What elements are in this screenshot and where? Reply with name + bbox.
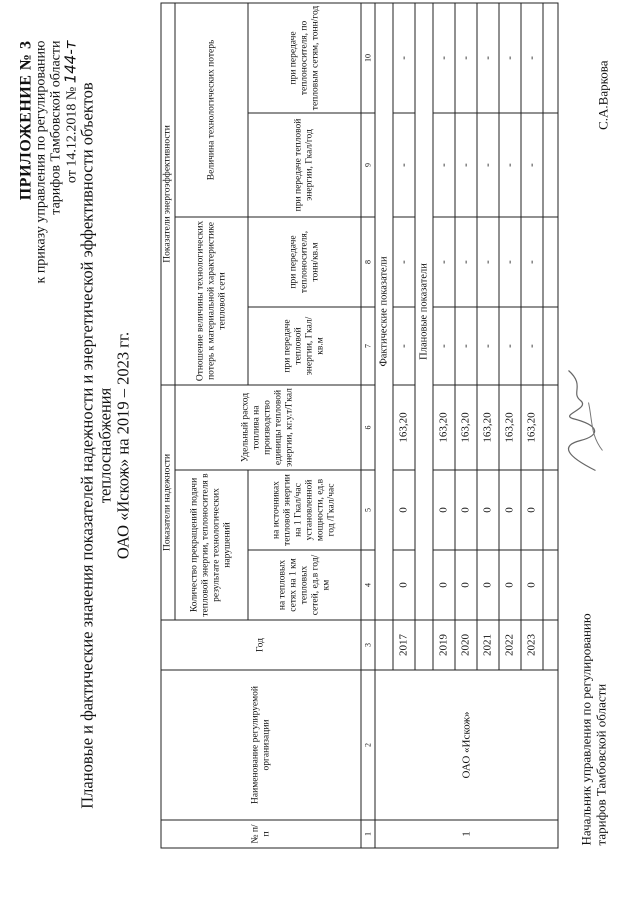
header-org-name: Наименование регулируемой организации	[161, 670, 361, 820]
value-cell: 0	[433, 470, 455, 550]
value-cell: 0	[499, 470, 521, 550]
header-losses: Величина технологических потерь	[175, 2, 248, 216]
col-index: 1	[361, 820, 375, 848]
header-num: № п/п	[161, 820, 361, 848]
signer-position-line: тарифов Тамбовской области	[593, 683, 608, 845]
value-cell: -	[499, 216, 521, 306]
col-index: 9	[361, 112, 375, 216]
value-cell: 163,20	[393, 384, 415, 469]
value-cell: -	[455, 112, 477, 216]
col-index: 8	[361, 216, 375, 306]
col-index: 10	[361, 2, 375, 112]
title-line: Плановые и фактические значения показателей надежности и энергетической эффективности объектов теплоснабжения	[77, 81, 114, 809]
year-cell: 2021	[477, 620, 499, 670]
header-year: Год	[161, 620, 361, 670]
title-line: ОАО «Искож» на 2019 – 2023 гг.	[113, 331, 132, 559]
header-efficiency: Показатели энергоэффективности	[161, 2, 175, 384]
signer-position	[578, 613, 608, 845]
header-ratio: Отношение величины технологических потерь к материальной характеристике тепловой сети	[175, 216, 248, 384]
value-cell: 163,20	[477, 384, 499, 469]
value-cell: -	[455, 2, 477, 112]
org-name-cell: ОАО «Искож»	[375, 670, 558, 820]
document-title	[78, 45, 132, 845]
value-cell: -	[499, 112, 521, 216]
appendix-line: тарифов Тамбовской области	[48, 40, 63, 215]
value-cell: -	[521, 112, 543, 216]
signature-mark	[550, 360, 610, 480]
value-cell: 163,20	[433, 384, 455, 469]
value-cell: 163,20	[499, 384, 521, 469]
value-cell: -	[477, 306, 499, 384]
header-ratio-heat: при передаче тепловой энергии, Гкал/кв.м	[248, 306, 361, 384]
value-cell: -	[499, 2, 521, 112]
value-cell: 0	[455, 550, 477, 620]
appendix-line: к приказу управления по регулированию	[33, 40, 48, 283]
planned-label: Плановые показатели	[415, 2, 433, 619]
value-cell: -	[433, 216, 455, 306]
value-cell: -	[521, 306, 543, 384]
value-cell: 163,20	[455, 384, 477, 469]
value-cell: -	[393, 216, 415, 306]
col-index: 2	[361, 670, 375, 820]
value-cell: 0	[455, 470, 477, 550]
value-cell: -	[455, 216, 477, 306]
value-cell: 0	[393, 470, 415, 550]
value-cell: 163,20	[521, 384, 543, 469]
value-cell: 0	[393, 550, 415, 620]
header-at-sources: на источниках тепловой энергии на 1 Гкал/час установленной мощности, ед.в год /Гкал/час	[248, 470, 361, 550]
value-cell: 0	[521, 470, 543, 550]
year-cell: 2022	[499, 620, 521, 670]
actual-label: Фактические показатели	[375, 2, 393, 619]
year-cell: 2017	[393, 620, 415, 670]
value-cell: 0	[433, 550, 455, 620]
order-date: от 14.12.2018 №	[64, 86, 79, 183]
signer-name: С.А.Варкова	[595, 60, 610, 130]
value-cell: 0	[499, 550, 521, 620]
value-cell: -	[433, 306, 455, 384]
year-cell: 2023	[521, 620, 543, 670]
value-cell: 0	[477, 470, 499, 550]
value-cell: -	[521, 2, 543, 112]
col-index: 7	[361, 306, 375, 384]
value-cell: -	[433, 112, 455, 216]
appendix-header	[18, 40, 79, 283]
year-cell: 2020	[455, 620, 477, 670]
col-index: 4	[361, 550, 375, 620]
header-ratio-carrier: при передаче теплоносителя, тонн/кв.м	[248, 216, 361, 306]
col-index: 6	[361, 384, 375, 469]
value-cell: -	[499, 306, 521, 384]
row-number: 1	[375, 820, 558, 848]
value-cell: -	[477, 216, 499, 306]
col-index: 3	[361, 620, 375, 670]
value-cell: -	[521, 216, 543, 306]
column-index-row	[361, 2, 375, 847]
header-reliability: Показатели надежности	[161, 384, 175, 619]
order-number: 144-т	[61, 40, 79, 83]
value-cell: -	[393, 306, 415, 384]
value-cell: -	[393, 2, 415, 112]
appendix-number: ПРИЛОЖЕНИЕ № 3	[17, 40, 34, 200]
col-index: 5	[361, 470, 375, 550]
header-fuel-rate: Удельный расход топлива на производство единицы тепловой энергии, кг.у.т/Гкал	[175, 384, 361, 469]
value-cell: -	[455, 306, 477, 384]
value-cell: -	[477, 112, 499, 216]
header-losses-heat: при передаче тепловой энергии, Гкал/год	[248, 112, 361, 216]
header-losses-carrier: при передаче теплоносителя, по тепловым сетям, тонн/год	[248, 2, 361, 112]
signer-position-line: Начальник управления по регулированию	[578, 612, 593, 845]
indicators-table	[160, 2, 558, 848]
year-cell: 2019	[433, 620, 455, 670]
value-cell: -	[393, 112, 415, 216]
actual-section-row	[375, 2, 393, 847]
value-cell: -	[477, 2, 499, 112]
header-on-networks: на тепловых сетях на 1 км тепловых сетей, ед.в год/км	[248, 550, 361, 620]
header-interruptions: Количество прекращений подачи тепловой энергии, теплоносителя в результате технологических нарушений	[175, 470, 248, 620]
value-cell: -	[433, 2, 455, 112]
value-cell: 0	[477, 550, 499, 620]
value-cell: 0	[521, 550, 543, 620]
